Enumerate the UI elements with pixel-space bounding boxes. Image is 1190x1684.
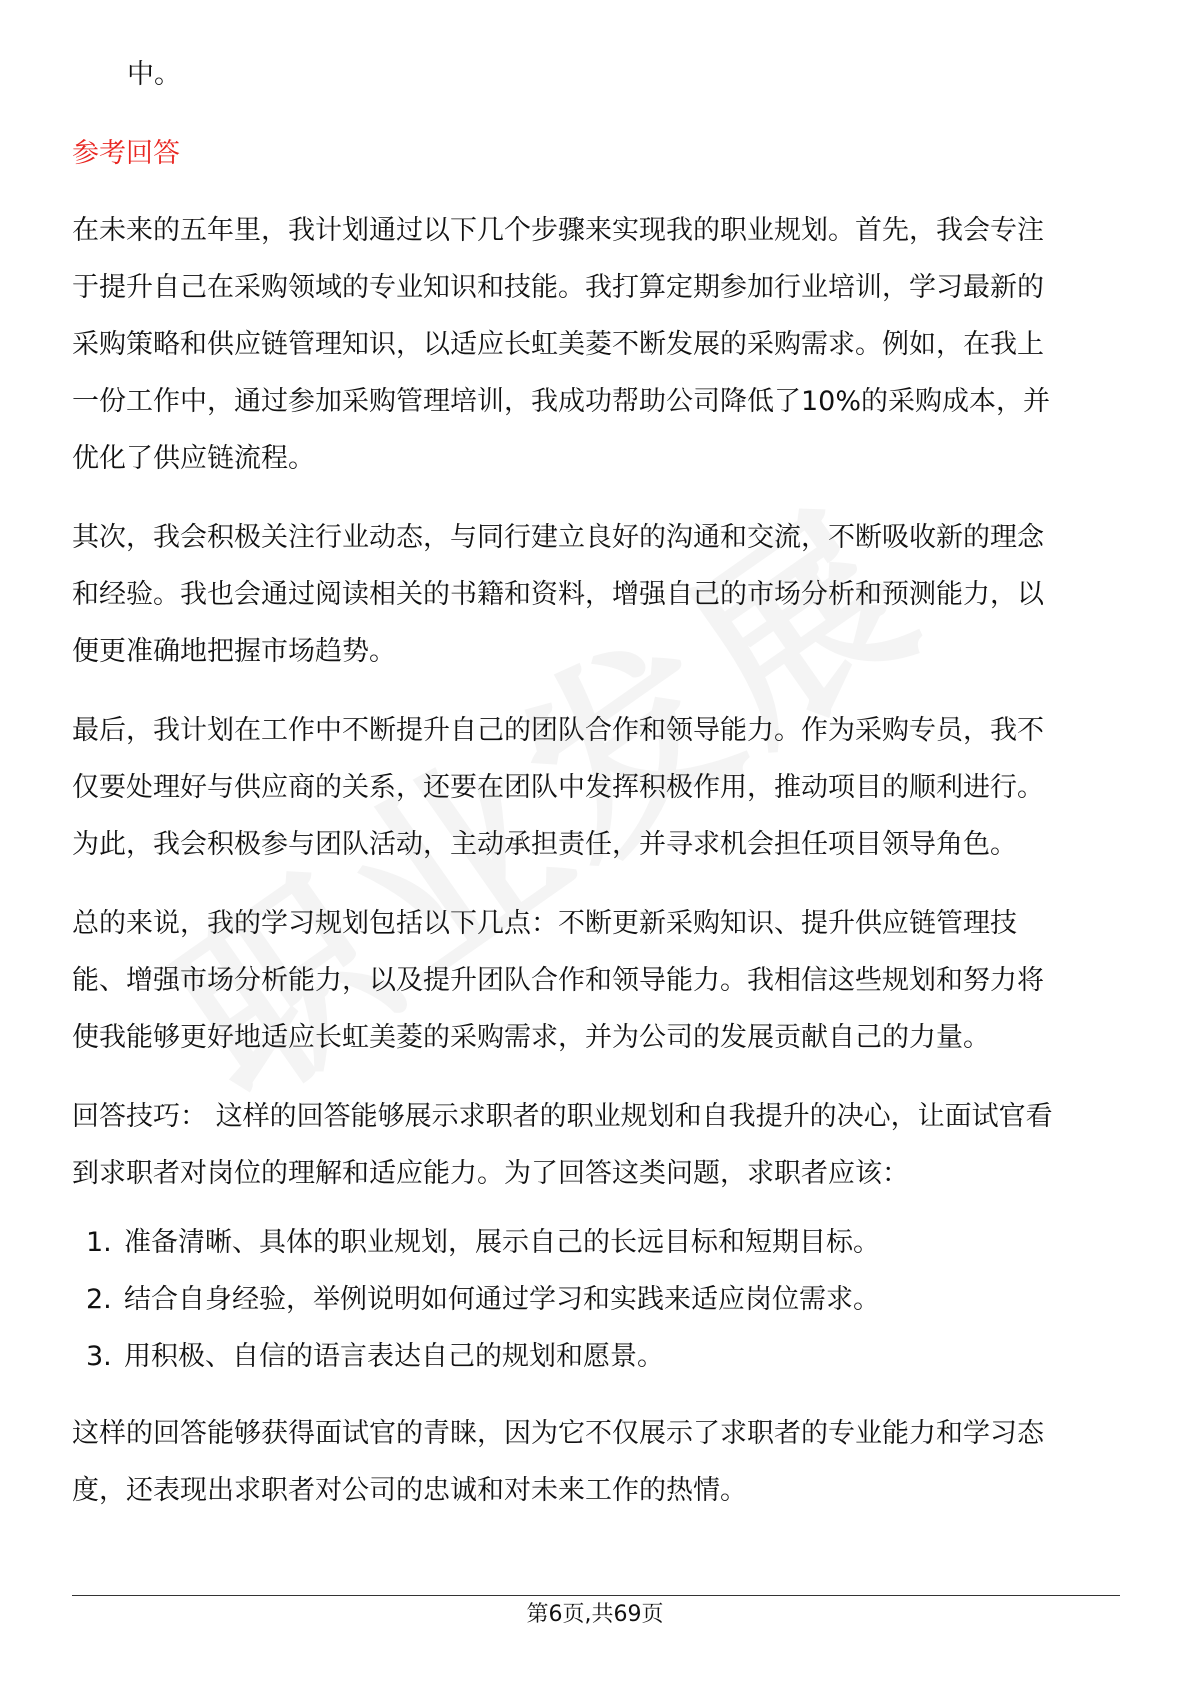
paragraph-line: 优化了供应链流程。: [72, 443, 315, 474]
paragraph-line: 其次，我会积极关注行业动态，与同行建立良好的沟通和交流，不断吸收新的理念: [72, 522, 1044, 553]
paragraph-line: 于提升自己在采购领域的专业知识和技能。我打算定期参加行业培训，学习最新的: [72, 272, 1044, 303]
paragraph-line: 到求职者对岗位的理解和适应能力。为了回答这类问题，求职者应该：: [72, 1158, 909, 1189]
answer-tips-paragraph: [72, 1088, 1120, 1202]
list-item: [72, 1271, 1120, 1328]
list-item: [72, 1214, 1120, 1271]
list-item-text: 用积极、自信的语言表达自己的规划和愿景。: [124, 1341, 664, 1372]
footer-divider: [72, 1595, 1120, 1596]
paragraph-line: 这样的回答能够获得面试官的青睐，因为它不仅展示了求职者的专业能力和学习态: [72, 1418, 1044, 1449]
closing-paragraph: [72, 1405, 1120, 1519]
paragraph-line: 和经验。我也会通过阅读相关的书籍和资料，增强自己的市场分析和预测能力，以: [72, 579, 1044, 610]
continued-text: 中。: [127, 59, 181, 90]
paragraph: [72, 202, 1120, 487]
paragraph: [72, 702, 1120, 873]
paragraph-line: 回答技巧： 这样的回答能够展示求职者的职业规划和自我提升的决心，让面试官看: [72, 1101, 1053, 1132]
paragraph: [72, 509, 1120, 680]
paragraph-line: 采购策略和供应链管理知识，以适应长虹美菱不断发展的采购需求。例如，在我上: [72, 329, 1044, 360]
paragraph-line: 度，还表现出求职者对公司的忠诚和对未来工作的热情。: [72, 1475, 747, 1506]
list-item: [72, 1328, 1120, 1385]
paragraph-line: 为此，我会积极参与团队活动，主动承担责任，并寻求机会担任项目领导角色。: [72, 829, 1017, 860]
paragraph-line: 在未来的五年里，我计划通过以下几个步骤来实现我的职业规划。首先，我会专注: [72, 215, 1044, 246]
paragraph-line: 最后，我计划在工作中不断提升自己的团队合作和领导能力。作为采购专员，我不: [72, 715, 1044, 746]
list-number: 1.: [86, 1227, 112, 1258]
paragraph-line: 总的来说，我的学习规划包括以下几点：不断更新采购知识、提升供应链管理技: [72, 908, 1017, 939]
document-body: [72, 46, 1120, 1541]
tips-list: [72, 1214, 1120, 1385]
paragraph-line: 使我能够更好地适应长虹美菱的采购需求，并为公司的发展贡献自己的力量。: [72, 1022, 990, 1053]
paragraph-line: 一份工作中，通过参加采购管理培训，我成功帮助公司降低了10%的采购成本，并: [72, 386, 1051, 417]
paragraph: [72, 895, 1120, 1066]
section-heading: 参考回答: [72, 138, 180, 169]
paragraph-line: 便更准确地把握市场趋势。: [72, 636, 396, 667]
list-number: 2.: [86, 1284, 112, 1315]
list-item-text: 结合自身经验，举例说明如何通过学习和实践来适应岗位需求。: [124, 1284, 880, 1315]
list-item-text: 准备清晰、具体的职业规划，展示自己的长远目标和短期目标。: [124, 1227, 880, 1258]
list-number: 3.: [86, 1341, 112, 1372]
paragraph-line: 仅要处理好与供应商的关系，还要在团队中发挥积极作用，推动项目的顺利进行。: [72, 772, 1044, 803]
paragraph-line: 能、增强市场分析能力，以及提升团队合作和领导能力。我相信这些规划和努力将: [72, 965, 1044, 996]
page-number: 第6页,共69页: [526, 1602, 664, 1627]
